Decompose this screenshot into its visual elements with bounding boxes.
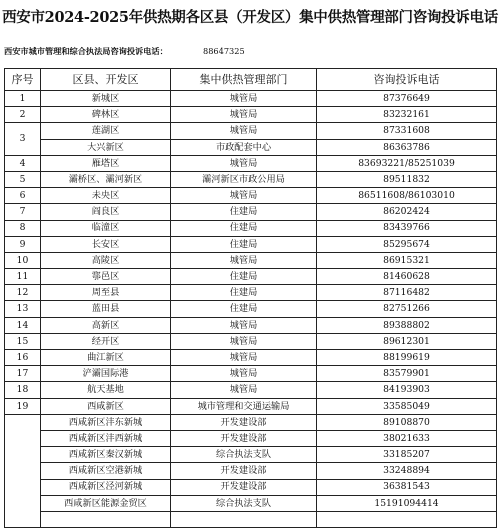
cell-phone: 89388802 (317, 317, 497, 333)
cell-phone: 84193903 (317, 382, 497, 398)
table-row (5, 414, 497, 430)
table-row (5, 382, 497, 398)
cell-dept: 灞河新区市政公用局 (171, 171, 317, 187)
cell-district: 蓝田县 (41, 301, 171, 317)
cell-dept: 住建局 (171, 220, 317, 236)
table-row (5, 350, 497, 366)
cell-district: 经开区 (41, 333, 171, 349)
cell-phone: 87376649 (317, 91, 497, 107)
cell-dept: 城管局 (171, 333, 317, 349)
cell-phone: 38021633 (317, 430, 497, 446)
cell-dept (171, 511, 317, 527)
header-phone: 咨询投诉电话 (317, 69, 497, 91)
cell-dept: 城管局 (171, 107, 317, 123)
cell-dept: 城市管理和交通运输局 (171, 398, 317, 414)
table-row (5, 463, 497, 479)
cell-phone: 83232161 (317, 107, 497, 123)
table-row (5, 333, 497, 349)
cell-district: 浐灞国际港 (41, 366, 171, 382)
cell-district: 西咸新区能源金贸区 (41, 495, 171, 511)
cell-phone: 82751266 (317, 301, 497, 317)
table-row (5, 204, 497, 220)
cell-seq: 12 (5, 285, 41, 301)
cell-district: 周至县 (41, 285, 171, 301)
cell-district: 未央区 (41, 188, 171, 204)
cell-phone: 83693221/85251039 (317, 155, 497, 171)
cell-dept: 城管局 (171, 155, 317, 171)
cell-dept: 城管局 (171, 91, 317, 107)
cell-phone: 87331608 (317, 123, 497, 139)
cell-district: 大兴新区 (41, 139, 171, 155)
cell-district: 碑林区 (41, 107, 171, 123)
table-row (5, 398, 497, 414)
cell-dept: 开发建设部 (171, 414, 317, 430)
cell-phone: 83579901 (317, 366, 497, 382)
cell-phone: 33585049 (317, 398, 497, 414)
cell-dept: 城管局 (171, 382, 317, 398)
cell-seq: 1 (5, 91, 41, 107)
cell-district: 临潼区 (41, 220, 171, 236)
cell-dept: 城管局 (171, 317, 317, 333)
cell-seq: 15 (5, 333, 41, 349)
table-header-row (5, 69, 497, 91)
table-row (5, 155, 497, 171)
cell-phone: 86511608/86103010 (317, 188, 497, 204)
cell-seq: 11 (5, 269, 41, 285)
cell-district (41, 511, 171, 527)
cell-district: 航天基地 (41, 382, 171, 398)
table-row (5, 91, 497, 107)
cell-phone (317, 511, 497, 527)
table-row (5, 366, 497, 382)
cell-phone: 86202424 (317, 204, 497, 220)
cell-phone: 33248894 (317, 463, 497, 479)
header-dept: 集中供热管理部门 (171, 69, 317, 91)
table-row (5, 139, 497, 155)
table-row (5, 220, 497, 236)
table-row (5, 123, 497, 139)
cell-dept: 综合执法支队 (171, 447, 317, 463)
cell-phone: 89511832 (317, 171, 497, 187)
cell-dept: 城管局 (171, 123, 317, 139)
table-row (5, 252, 497, 268)
cell-district: 西咸新区 (41, 398, 171, 414)
cell-seq: 17 (5, 366, 41, 382)
table-row (5, 285, 497, 301)
cell-district: 西咸新区泾河新城 (41, 479, 171, 495)
table-row (5, 430, 497, 446)
cell-dept: 住建局 (171, 269, 317, 285)
table-body (5, 91, 497, 528)
cell-district: 新城区 (41, 91, 171, 107)
cell-district: 西咸新区沣东新城 (41, 414, 171, 430)
cell-district: 高新区 (41, 317, 171, 333)
cell-phone: 87116482 (317, 285, 497, 301)
cell-phone: 89108870 (317, 414, 497, 430)
cell-phone: 15191094414 (317, 495, 497, 511)
table-row (5, 317, 497, 333)
cell-district: 长安区 (41, 236, 171, 252)
cell-district: 雁塔区 (41, 155, 171, 171)
table-row (5, 301, 497, 317)
cell-dept: 住建局 (171, 204, 317, 220)
cell-dept: 开发建设部 (171, 479, 317, 495)
cell-seq: 2 (5, 107, 41, 123)
cell-district: 阎良区 (41, 204, 171, 220)
cell-district: 西咸新区沣西新城 (41, 430, 171, 446)
cell-seq: 5 (5, 171, 41, 187)
cell-district: 曲江新区 (41, 350, 171, 366)
cell-seq: 7 (5, 204, 41, 220)
cell-phone: 36381543 (317, 479, 497, 495)
city-hotline-number: 88647325 (203, 46, 245, 56)
table-row (5, 479, 497, 495)
cell-seq: 18 (5, 382, 41, 398)
table-row (5, 495, 497, 511)
cell-seq: 6 (5, 188, 41, 204)
table-row (5, 188, 497, 204)
page-title: 西安市2024-2025年供热期各区县（开发区）集中供热管理部门咨询投诉电话 (2, 9, 498, 26)
cell-dept: 城管局 (171, 188, 317, 204)
cell-seq: 9 (5, 236, 41, 252)
table-row (5, 107, 497, 123)
cell-seq: 3 (5, 123, 41, 155)
city-hotline-label: 西安市城市管理和综合执法局咨询投诉电话： (4, 46, 168, 56)
table-row (5, 171, 497, 187)
cell-phone: 33185207 (317, 447, 497, 463)
header-district: 区县、开发区 (41, 69, 171, 91)
table-row (5, 236, 497, 252)
cell-phone: 88199619 (317, 350, 497, 366)
cell-dept: 城管局 (171, 366, 317, 382)
table-row (5, 447, 497, 463)
cell-dept: 开发建设部 (171, 430, 317, 446)
cell-phone: 86915321 (317, 252, 497, 268)
cell-seq: 4 (5, 155, 41, 171)
cell-seq (5, 414, 41, 527)
cell-dept: 城管局 (171, 350, 317, 366)
cell-dept: 住建局 (171, 285, 317, 301)
cell-dept: 住建局 (171, 236, 317, 252)
cell-phone: 89612301 (317, 333, 497, 349)
cell-district: 高陵区 (41, 252, 171, 268)
cell-district: 灞桥区、灞河新区 (41, 171, 171, 187)
cell-seq: 16 (5, 350, 41, 366)
cell-dept: 综合执法支队 (171, 495, 317, 511)
cell-district: 莲湖区 (41, 123, 171, 139)
cell-seq: 13 (5, 301, 41, 317)
cell-seq: 14 (5, 317, 41, 333)
cell-dept: 城管局 (171, 252, 317, 268)
cell-phone: 86363786 (317, 139, 497, 155)
cell-phone: 85295674 (317, 236, 497, 252)
cell-dept: 住建局 (171, 301, 317, 317)
cell-district: 鄠邑区 (41, 269, 171, 285)
cell-district: 西咸新区秦汉新城 (41, 447, 171, 463)
cell-dept: 开发建设部 (171, 463, 317, 479)
table-row (5, 269, 497, 285)
table-row (5, 511, 497, 527)
cell-seq: 10 (5, 252, 41, 268)
cell-phone: 83439766 (317, 220, 497, 236)
header-seq: 序号 (5, 69, 41, 91)
cell-seq: 19 (5, 398, 41, 414)
cell-district: 西咸新区空港新城 (41, 463, 171, 479)
cell-dept: 市政配套中心 (171, 139, 317, 155)
cell-phone: 81460628 (317, 269, 497, 285)
contact-table (4, 68, 497, 528)
cell-seq: 8 (5, 220, 41, 236)
